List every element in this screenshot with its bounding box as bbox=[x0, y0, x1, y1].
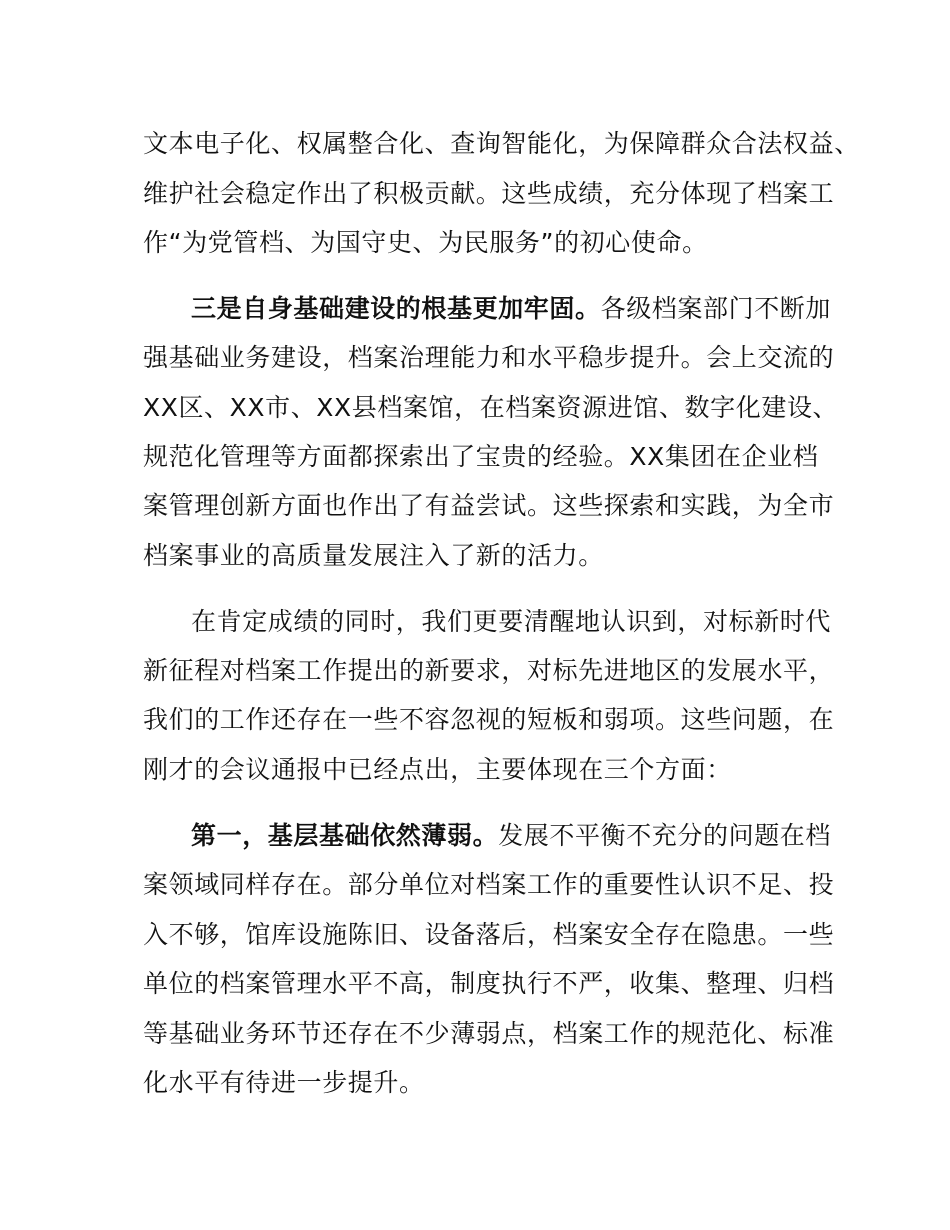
paragraph-3-line-3: 我们的工作还存在一些不容忽视的短板和弱项。这些问题，在 bbox=[143, 705, 835, 734]
paragraph-2-heading: 三是自身基础建设的根基更加牢固。 bbox=[191, 294, 601, 323]
paragraph-2-line-4: 规范化管理等方面都探索出了宝贵的经验。XX集团在企业档 bbox=[143, 442, 819, 471]
paragraph-2-text: 各级档案部门不断加 bbox=[600, 294, 832, 323]
paragraph-2-line-3: XX区、XX市、XX县档案馆，在档案资源进馆、数字化建设、 bbox=[143, 393, 839, 422]
paragraph-4-text: 发展不平衡不充分的问题在档 bbox=[498, 821, 832, 850]
paragraph-3-line-2: 新征程对档案工作提出的新要求，对标先进地区的发展水平， bbox=[143, 656, 835, 685]
paragraph-4-line-5: 等基础业务环节还存在不少薄弱点，档案工作的规范化、标准 bbox=[143, 1019, 835, 1048]
paragraph-4-line-1 bbox=[191, 816, 891, 856]
paragraph-4-line-2: 案领域同样存在。部分单位对档案工作的重要性认识不足、投 bbox=[143, 870, 835, 899]
paragraph-2-line-5: 案管理创新方面也作出了有益尝试。这些探索和实践，为全市 bbox=[143, 491, 835, 520]
paragraph-1-line-3: 作“为党管档、为国守史、为民服务”的初心使命。 bbox=[143, 228, 708, 257]
paragraph-3-line-1: 在肯定成绩的同时，我们更要清醒地认识到，对标新时代 bbox=[191, 607, 832, 636]
paragraph-2-line-6: 档案事业的高质量发展注入了新的活力。 bbox=[143, 541, 604, 570]
paragraph-3-line-4: 刚才的会议通报中已经点出，主要体现在三个方面： bbox=[143, 755, 732, 784]
paragraph-4-line-3: 入不够，馆库设施陈旧、设备落后，档案安全存在隐患。一些 bbox=[143, 920, 835, 949]
paragraph-4-line-4: 单位的档案管理水平不高，制度执行不严，收集、整理、归档 bbox=[143, 969, 835, 998]
paragraph-4-heading: 第一，基层基础依然薄弱。 bbox=[191, 821, 499, 850]
paragraph-1-line-2: 维护社会稳定作出了积极贡献。这些成绩，充分体现了档案工 bbox=[143, 179, 835, 208]
paragraph-2-line-1 bbox=[191, 289, 891, 329]
paragraph-1-line-1: 文本电子化、权属整合化、查询智能化，为保障群众合法权益、 bbox=[143, 129, 860, 158]
paragraph-4-line-6: 化水平有待进一步提升。 bbox=[143, 1068, 425, 1097]
paragraph-2-line-2: 强基础业务建设，档案治理能力和水平稳步提升。会上交流的 bbox=[143, 343, 835, 372]
